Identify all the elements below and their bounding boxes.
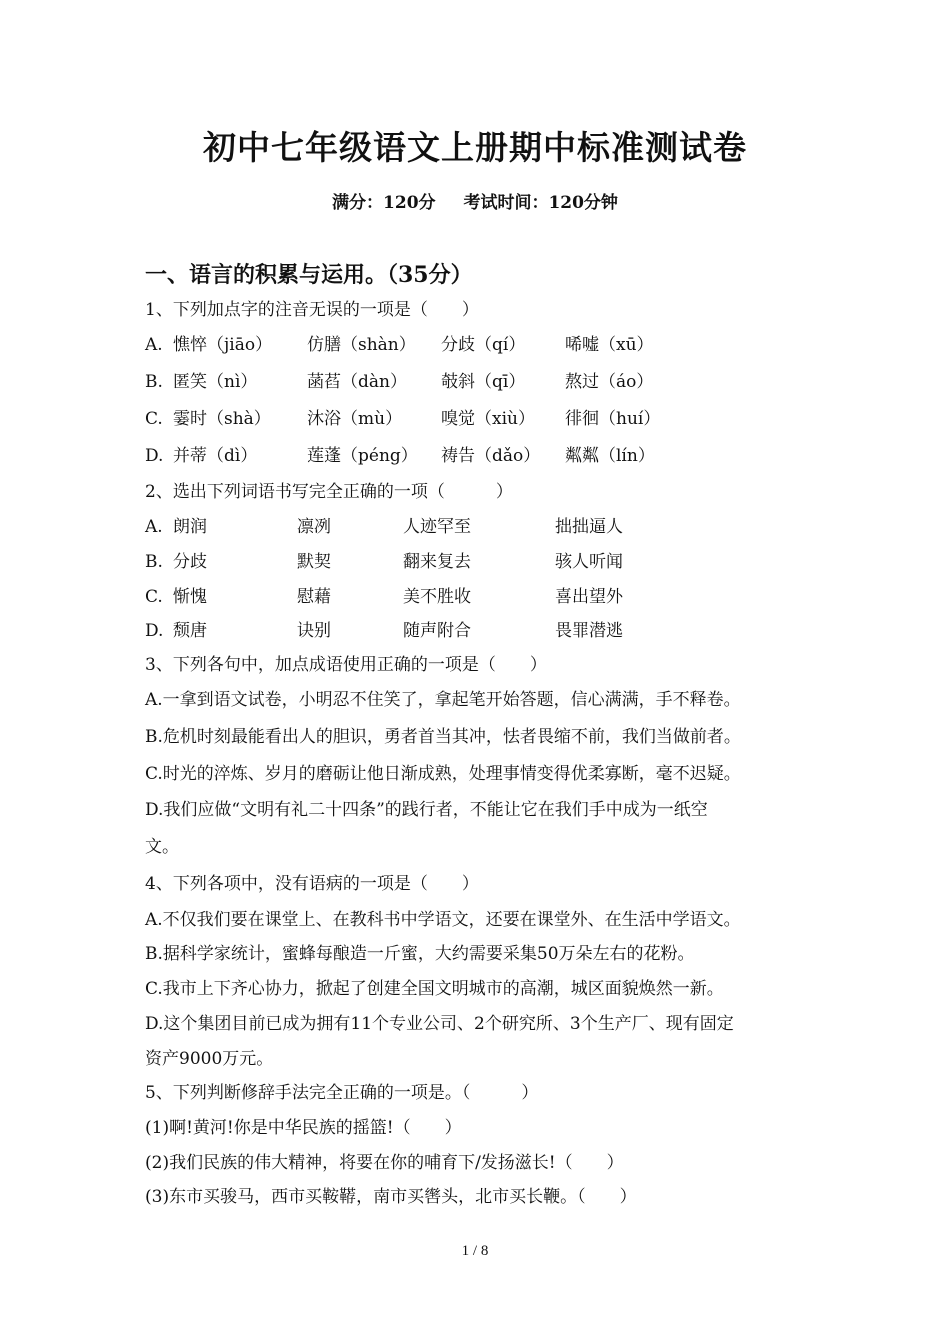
question-2-stem: 2、选出下列词语书写完全正确的一项（ ） <box>145 482 513 502</box>
question-3-option-d: D.我们应做“文明有礼二十四条”的践行者，不能让它在我们手中成为一纸空 <box>145 800 708 820</box>
question-1-option-d: D. 并蒂（dì） 莲蓬（péng） 祷告（dǎo） 粼粼（lín） <box>145 446 655 466</box>
question-2-option-b: B. 分歧 默契 翻来复去 骇人听闻 <box>145 552 623 572</box>
exam-info: 满分：120分 考试时间：120分钟 <box>332 193 618 213</box>
question-5-sentence-2: (2)我们民族的伟大精神，将要在你的哺育下/发扬滋长!（ ） <box>145 1153 624 1173</box>
question-1-option-b: B. 匿笑（nì） 菡萏（dàn） 攲斜（qī） 熬过（áo） <box>145 372 654 392</box>
question-2-option-d: D. 颓唐 诀别 随声附合 畏罪潜逃 <box>145 621 623 641</box>
question-2-option-c: C. 惭愧 慰藉 美不胜收 喜出望外 <box>145 587 623 607</box>
question-4-option-d: D.这个集团目前已成为拥有11个专业公司、2个研究所、3个生产厂、现有固定 <box>145 1014 734 1034</box>
question-3-option-c: C.时光的淬炼、岁月的磨砺让他日渐成熟，处理事情变得优柔寡断，毫不迟疑。 <box>145 764 741 784</box>
question-4-option-d-cont: 资产9000万元。 <box>145 1049 274 1069</box>
question-3-stem: 3、下列各句中，加点成语使用正确的一项是（ ） <box>145 655 547 675</box>
question-1-stem: 1、下列加点字的注音无误的一项是（ ） <box>145 300 479 320</box>
question-3-option-d-cont: 文。 <box>145 837 179 857</box>
question-1-option-c: C. 霎时（shà） 沐浴（mù） 嗅觉（xiù） 徘徊（huí） <box>145 409 661 429</box>
question-3-option-b: B.危机时刻最能看出人的胆识，勇者首当其冲，怯者畏缩不前，我们当做前者。 <box>145 727 741 747</box>
question-2-option-a: A. 朗润 凛冽 人迹罕至 拙拙逼人 <box>145 517 623 537</box>
question-4-option-b: B.据科学家统计，蜜蜂每酿造一斤蜜，大约需要采集50万朵左右的花粉。 <box>145 944 695 964</box>
question-3-option-a: A.一拿到语文试卷，小明忍不住笑了，拿起笔开始答题，信心满满，手不释卷。 <box>145 690 741 710</box>
question-4-option-c: C.我市上下齐心协力，掀起了创建全国文明城市的高潮，城区面貌焕然一新。 <box>145 979 724 999</box>
question-4-stem: 4、下列各项中，没有语病的一项是（ ） <box>145 874 479 894</box>
question-1-option-a: A. 憔悴（jiāo） 仿膳（shàn） 分歧（qí） 唏嘘（xū） <box>145 335 654 355</box>
page-number: 1 / 8 <box>461 1243 489 1259</box>
page-title: 初中七年级语文上册期中标准测试卷 <box>203 128 747 167</box>
question-5-sentence-3: (3)东市买骏马，西市买鞍鞯，南市买辔头，北市买长鞭。（ ） <box>145 1187 637 1207</box>
question-4-option-a: A.不仅我们要在课堂上、在教科书中学语文，还要在课堂外、在生活中学语文。 <box>145 910 741 930</box>
question-5-stem: 5、下列判断修辞手法完全正确的一项是。（ ） <box>145 1083 539 1103</box>
question-5-sentence-1: (1)啊!黄河!你是中华民族的摇篮!（ ） <box>145 1118 462 1138</box>
section-heading: 一、语言的积累与运用。（35分） <box>145 262 473 288</box>
